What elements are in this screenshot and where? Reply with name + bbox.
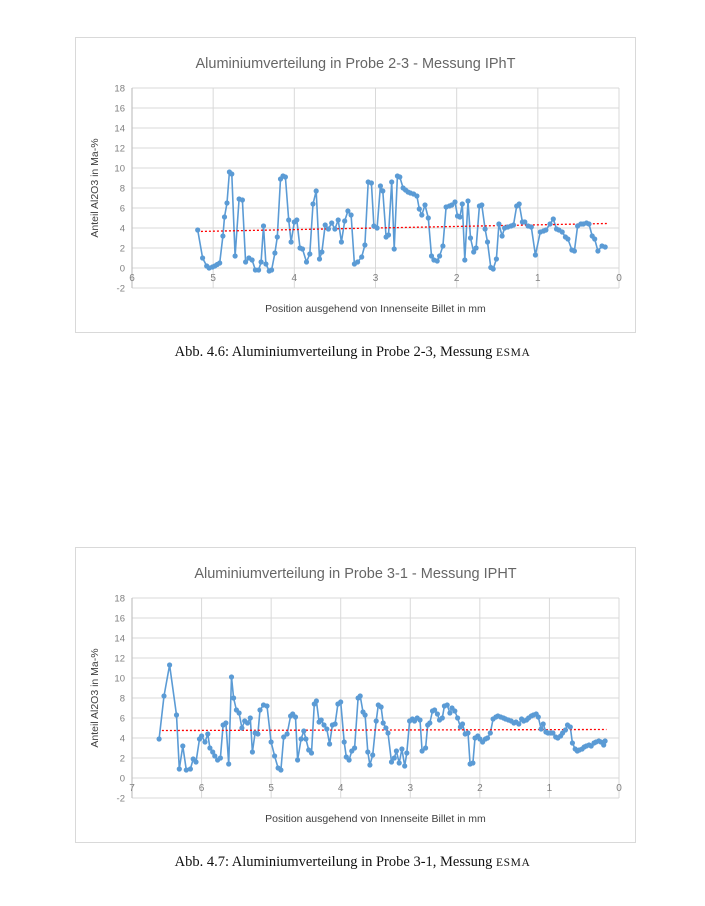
data-point [385, 730, 390, 735]
data-point [468, 235, 473, 240]
data-point [161, 693, 166, 698]
data-point [218, 755, 223, 760]
data-point [603, 738, 608, 743]
data-point [177, 766, 182, 771]
figure-1-caption [0, 344, 705, 361]
data-point [386, 232, 391, 237]
figure-2-caption-smallcaps: ESMA [496, 857, 531, 869]
data-point [551, 216, 556, 221]
data-point [285, 731, 290, 736]
data-point [339, 239, 344, 244]
data-point [269, 267, 274, 272]
data-point [174, 712, 179, 717]
data-point [263, 261, 268, 266]
data-point [447, 710, 452, 715]
data-point [355, 259, 360, 264]
data-point [362, 242, 367, 247]
data-point [435, 258, 440, 263]
data-point [319, 249, 324, 254]
data-point [370, 752, 375, 757]
data-point [389, 179, 394, 184]
figure-2-caption [0, 854, 705, 871]
data-point [359, 254, 364, 259]
data-point [367, 762, 372, 767]
data-point [511, 222, 516, 227]
data-point [423, 745, 428, 750]
data-point [167, 662, 172, 667]
data-point [261, 223, 266, 228]
data-point [565, 236, 570, 241]
data-point [200, 255, 205, 260]
data-point [222, 214, 227, 219]
x-tick-label: 3 [407, 783, 414, 794]
data-point [250, 257, 255, 262]
y-axis-label: Anteil Al2O3 in Ma-% [89, 138, 101, 238]
data-point [592, 236, 597, 241]
data-point [365, 749, 370, 754]
data-point [383, 725, 388, 730]
x-tick-label: 0 [616, 783, 622, 794]
data-point [494, 256, 499, 261]
data-point [414, 193, 419, 198]
y-tick-label: 16 [114, 103, 125, 115]
data-point [460, 721, 465, 726]
x-axis-label: Position ausgehend von Innenseite Billet in mm [265, 813, 486, 825]
data-point [180, 743, 185, 748]
data-point [419, 212, 424, 217]
x-axis-label: Position ausgehend von Innenseite Billet in mm [265, 303, 486, 315]
data-point [188, 766, 193, 771]
data-point [374, 718, 379, 723]
data-point [333, 721, 338, 726]
data-point [440, 243, 445, 248]
y-tick-label: -2 [116, 283, 125, 295]
y-tick-label: 18 [114, 593, 125, 605]
x-tick-label: 6 [129, 273, 135, 284]
data-point [533, 252, 538, 257]
y-tick-label: 6 [119, 203, 125, 215]
data-point [231, 695, 236, 700]
data-point [488, 730, 493, 735]
data-point [397, 760, 402, 765]
data-point [293, 714, 298, 719]
x-tick-label: 1 [546, 783, 553, 794]
y-tick-label: 8 [119, 183, 125, 195]
chart-1-plot [76, 38, 635, 332]
y-tick-label: 4 [119, 733, 125, 745]
y-tick-label: 18 [114, 83, 125, 95]
x-tick-label: 2 [477, 783, 483, 794]
data-point [304, 259, 309, 264]
y-tick-label: 0 [119, 263, 125, 275]
data-point [275, 234, 280, 239]
data-point [256, 267, 261, 272]
data-point [250, 749, 255, 754]
data-point [257, 707, 262, 712]
data-point [294, 217, 299, 222]
data-point [437, 253, 442, 258]
data-point [603, 244, 608, 249]
x-tick-label: 5 [268, 783, 274, 794]
data-point [326, 226, 331, 231]
data-point [289, 239, 294, 244]
data-point [245, 720, 250, 725]
data-point [381, 720, 386, 725]
data-point [560, 229, 565, 234]
data-point [202, 739, 207, 744]
data-point [435, 711, 440, 716]
data-point [233, 253, 238, 258]
data-point [310, 201, 315, 206]
data-point [243, 259, 248, 264]
y-tick-label: 10 [114, 673, 125, 685]
data-point [529, 224, 534, 229]
data-point [483, 226, 488, 231]
data-point [465, 198, 470, 203]
data-point [248, 715, 253, 720]
data-point [205, 731, 210, 736]
data-point [539, 726, 544, 731]
y-tick-label: 10 [114, 163, 125, 175]
data-point [272, 753, 277, 758]
data-point [380, 188, 385, 193]
y-tick-label: -2 [116, 793, 125, 805]
data-point [375, 225, 380, 230]
y-tick-label: 16 [114, 613, 125, 625]
data-point [342, 739, 347, 744]
data-point [394, 748, 399, 753]
data-point [223, 720, 228, 725]
data-point [199, 733, 204, 738]
y-tick-label: 4 [119, 223, 125, 235]
data-point [229, 674, 234, 679]
data-point [417, 717, 422, 722]
data-point [264, 703, 269, 708]
figure-1-caption-text: Abb. 4.6: Aluminiumverteilung in Probe 2-3, Messung [174, 344, 497, 360]
data-point [404, 750, 409, 755]
data-point [259, 259, 264, 264]
data-point [568, 724, 573, 729]
data-point [440, 715, 445, 720]
data-point [522, 219, 527, 224]
y-tick-label: 2 [119, 243, 125, 255]
data-point [332, 226, 337, 231]
data-point [327, 741, 332, 746]
data-point [445, 702, 450, 707]
data-point [300, 246, 305, 251]
data-point [317, 256, 322, 261]
data-point [543, 227, 548, 232]
data-point [314, 188, 319, 193]
data-point [491, 266, 496, 271]
data-point [226, 761, 231, 766]
data-point [452, 708, 457, 713]
data-point [338, 699, 343, 704]
data-point [426, 215, 431, 220]
data-point [369, 180, 374, 185]
figure-2-chart [75, 547, 636, 843]
y-tick-label: 14 [114, 633, 125, 645]
data-point [397, 174, 402, 179]
data-point [485, 735, 490, 740]
figure-1-caption-smallcaps: ESMA [496, 347, 531, 359]
chart-title: Aluminiumverteilung in Probe 3-1 - Messung IPHT [194, 566, 517, 582]
data-point [272, 250, 277, 255]
chart-2-plot [76, 548, 635, 842]
x-tick-label: 3 [372, 273, 379, 284]
data-point [157, 736, 162, 741]
y-tick-label: 14 [114, 123, 125, 135]
data-point [342, 218, 347, 223]
data-point [595, 248, 600, 253]
data-point [427, 720, 432, 725]
data-point [319, 717, 324, 722]
figure-1-chart [75, 37, 636, 333]
x-tick-label: 5 [210, 273, 216, 284]
data-point [541, 721, 546, 726]
x-tick-label: 7 [129, 783, 135, 794]
data-point [224, 200, 229, 205]
data-point [547, 221, 552, 226]
data-point [309, 750, 314, 755]
data-point [452, 199, 457, 204]
data-point [496, 221, 501, 226]
data-point [295, 757, 300, 762]
chart-title: Aluminiumverteilung in Probe 2-3 - Messung IPhT [195, 56, 516, 72]
data-point [457, 214, 462, 219]
data-point [314, 698, 319, 703]
data-point [255, 731, 260, 736]
data-point [240, 197, 245, 202]
data-point [336, 217, 341, 222]
data-point [479, 202, 484, 207]
data-point [474, 245, 479, 250]
data-point [220, 233, 225, 238]
data-point [462, 257, 467, 262]
data-point [392, 755, 397, 760]
data-point [349, 212, 354, 217]
data-point [470, 760, 475, 765]
data-point [307, 251, 312, 256]
data-point [392, 246, 397, 251]
data-point [465, 730, 470, 735]
x-tick-label: 4 [291, 273, 298, 284]
data-point [195, 227, 200, 232]
x-tick-label: 4 [337, 783, 344, 794]
data-point [485, 239, 490, 244]
data-point [303, 736, 308, 741]
data-point [517, 201, 522, 206]
x-tick-label: 6 [198, 783, 205, 794]
x-tick-label: 2 [453, 273, 460, 284]
data-point [378, 183, 383, 188]
y-tick-label: 12 [114, 653, 125, 665]
data-point [217, 260, 222, 265]
data-point [379, 704, 384, 709]
data-point [324, 726, 329, 731]
data-point [352, 745, 357, 750]
data-point [363, 712, 368, 717]
data-point [570, 740, 575, 745]
data-point [358, 693, 363, 698]
data-point [402, 763, 407, 768]
data-point [572, 248, 577, 253]
data-point [329, 220, 334, 225]
data-point [299, 736, 304, 741]
data-point [278, 767, 283, 772]
data-point [239, 725, 244, 730]
data-point [269, 739, 274, 744]
figure-2-caption-text: Abb. 4.7: Aluminiumverteilung in Probe 3-1, Messung [174, 854, 497, 870]
x-tick-label: 1 [535, 273, 541, 284]
data-point [516, 721, 521, 726]
data-point [417, 206, 422, 211]
y-tick-label: 8 [119, 693, 125, 705]
y-tick-label: 6 [119, 713, 125, 725]
y-tick-label: 0 [119, 773, 125, 785]
data-point [286, 217, 291, 222]
data-point [455, 715, 460, 720]
data-point [347, 757, 352, 762]
data-point [283, 174, 288, 179]
data-point [586, 221, 591, 226]
y-tick-label: 2 [119, 753, 125, 765]
data-point [229, 171, 234, 176]
data-point [237, 710, 242, 715]
x-tick-label: 0 [616, 273, 622, 284]
data-point [536, 714, 541, 719]
data-point [563, 727, 568, 732]
data-point [500, 233, 505, 238]
data-point [301, 728, 306, 733]
data-point [399, 746, 404, 751]
data-point [422, 202, 427, 207]
data-point [460, 201, 465, 206]
y-tick-label: 12 [114, 143, 125, 155]
y-axis-label: Anteil Al2O3 in Ma-% [89, 648, 101, 748]
data-point [193, 759, 198, 764]
